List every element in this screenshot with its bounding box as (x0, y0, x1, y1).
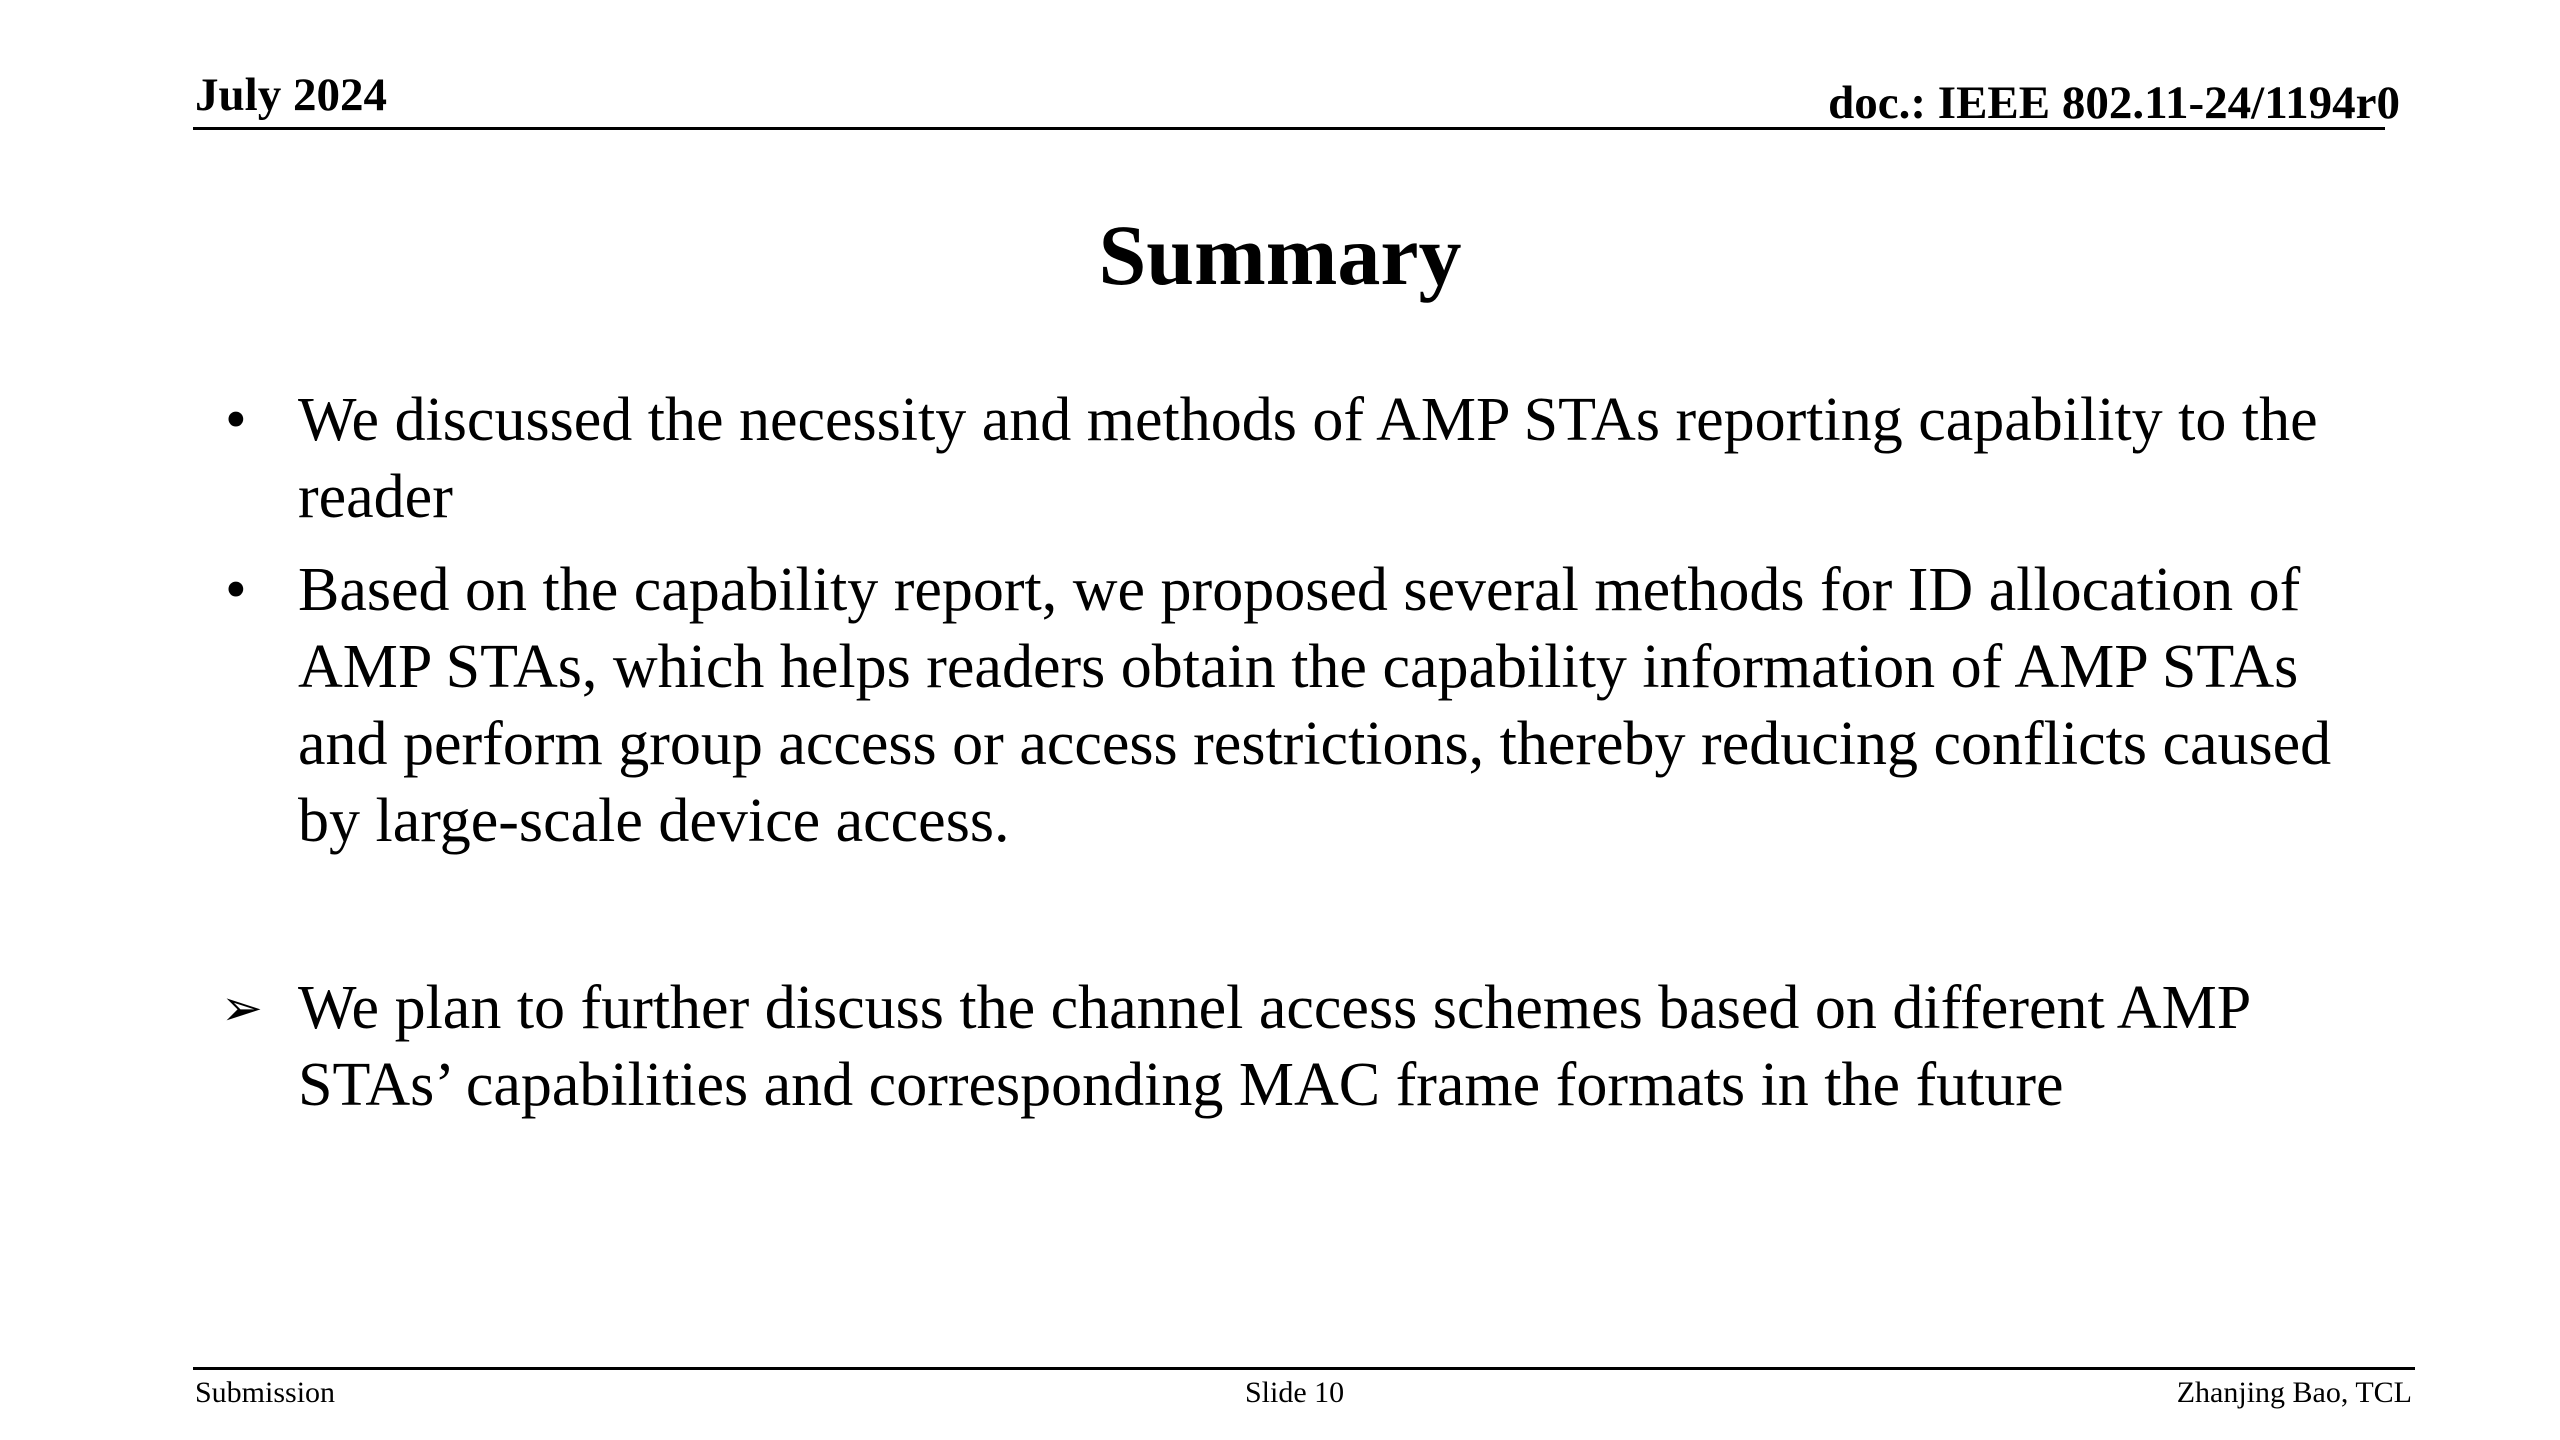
arrow-bullet-icon: ➢ (221, 979, 263, 1037)
header-doc-id: doc.: IEEE 802.11-24/1194r0 (1828, 77, 2400, 129)
bullet-list (215, 382, 2385, 876)
plan-text: We plan to further discuss the channel access schemes based on different AMP STAs’ capabilities and corresponding MAC frame formats in the future (298, 974, 2249, 1119)
footer-slide-number: Slide 10 (1245, 1376, 1345, 1409)
bullet-item (215, 382, 2385, 536)
footer-submission: Submission (195, 1376, 336, 1409)
bullet-text: We discussed the necessity and methods of AMP STAs reporting capability to the reader (298, 386, 2318, 531)
slide-title: Summary (1098, 207, 1462, 303)
bullet-text: Based on the capability report, we proposed several methods for ID allocation of AMP STAs, which helps readers obtain the capability information of AMP STAs and perform group access or access restrictions, thereby reducing conflicts caused by large-scale device access. (298, 556, 2332, 855)
header-divider (193, 127, 2385, 130)
plan-section (215, 970, 2385, 1124)
bullet-dot-icon: • (225, 386, 247, 454)
header-date: July 2024 (195, 69, 387, 121)
footer-divider (193, 1367, 2415, 1370)
footer-author: Zhanjing Bao, TCL (2176, 1376, 2412, 1409)
bullet-item (215, 552, 2385, 860)
bullet-dot-icon: • (225, 556, 247, 624)
plan-item (215, 970, 2385, 1124)
